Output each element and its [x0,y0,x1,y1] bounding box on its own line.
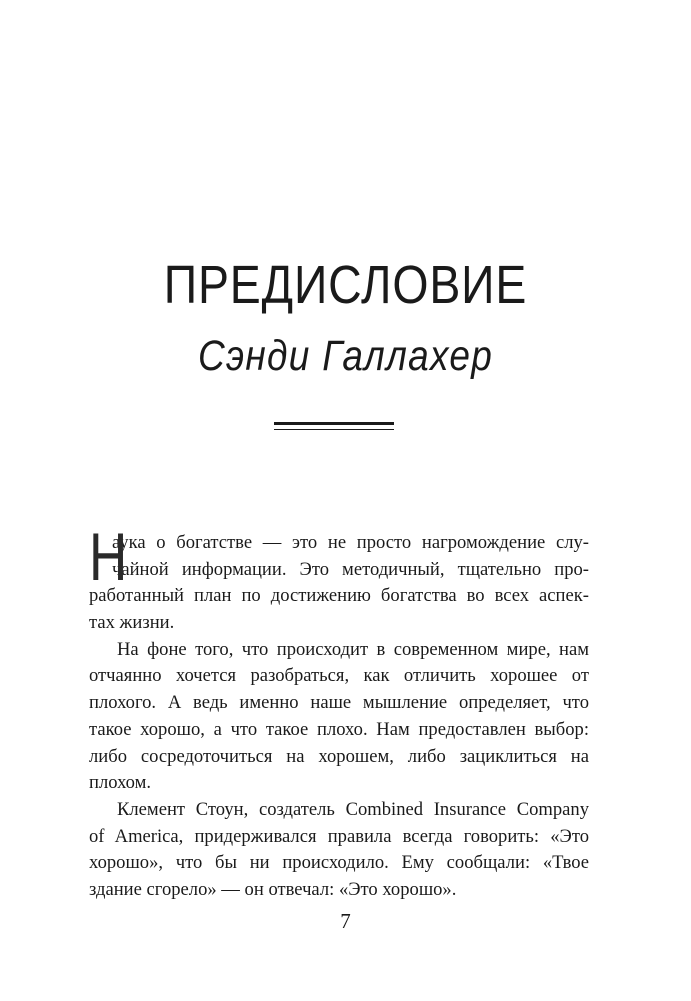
text-line: работанный план по достижению богатства во всех аспек- [89,585,589,607]
text-line: На фоне того, что происходит в современном мире, нам [117,638,589,660]
text-line: плохом. [89,772,152,794]
text-line: здание сгорело» — он отвечал: «Это хорошо». [89,878,457,900]
body-text [89,519,589,904]
text-line: Клемент Стоун, создатель Combined Insurance Company [117,798,589,820]
author-name: Сэнди Галлахер [197,332,494,380]
text-line: хорошо», что бы ни происходило. Ему сообщали: «Твое [89,852,589,874]
text-line: такое хорошо, а что такое плохо. Нам предоставлен выбор: [89,718,589,740]
text-line: аука о богатстве — это не просто нагромождение слу- [112,532,589,553]
title-divider-thin [274,429,394,430]
text-line: плохого. А ведь именно наше мышление определяет, что [89,692,589,714]
text-line: тах жизни. [89,612,175,634]
text-line: отчаянно хочется разобраться, как отличить хорошее от [89,665,589,687]
title-divider-thick [274,422,394,425]
chapter-title: ПРЕДИСЛОВИЕ [163,255,528,315]
text-line: of America, придерживался правила всегда говорить: «Это [89,825,589,847]
drop-cap: Н [89,519,128,595]
text-line: либо сосредоточиться на хорошем, либо зациклиться на [89,745,589,767]
page-number: 7 [340,909,351,933]
text-line: чайной информации. Это методичный, тщательно про- [112,558,589,580]
